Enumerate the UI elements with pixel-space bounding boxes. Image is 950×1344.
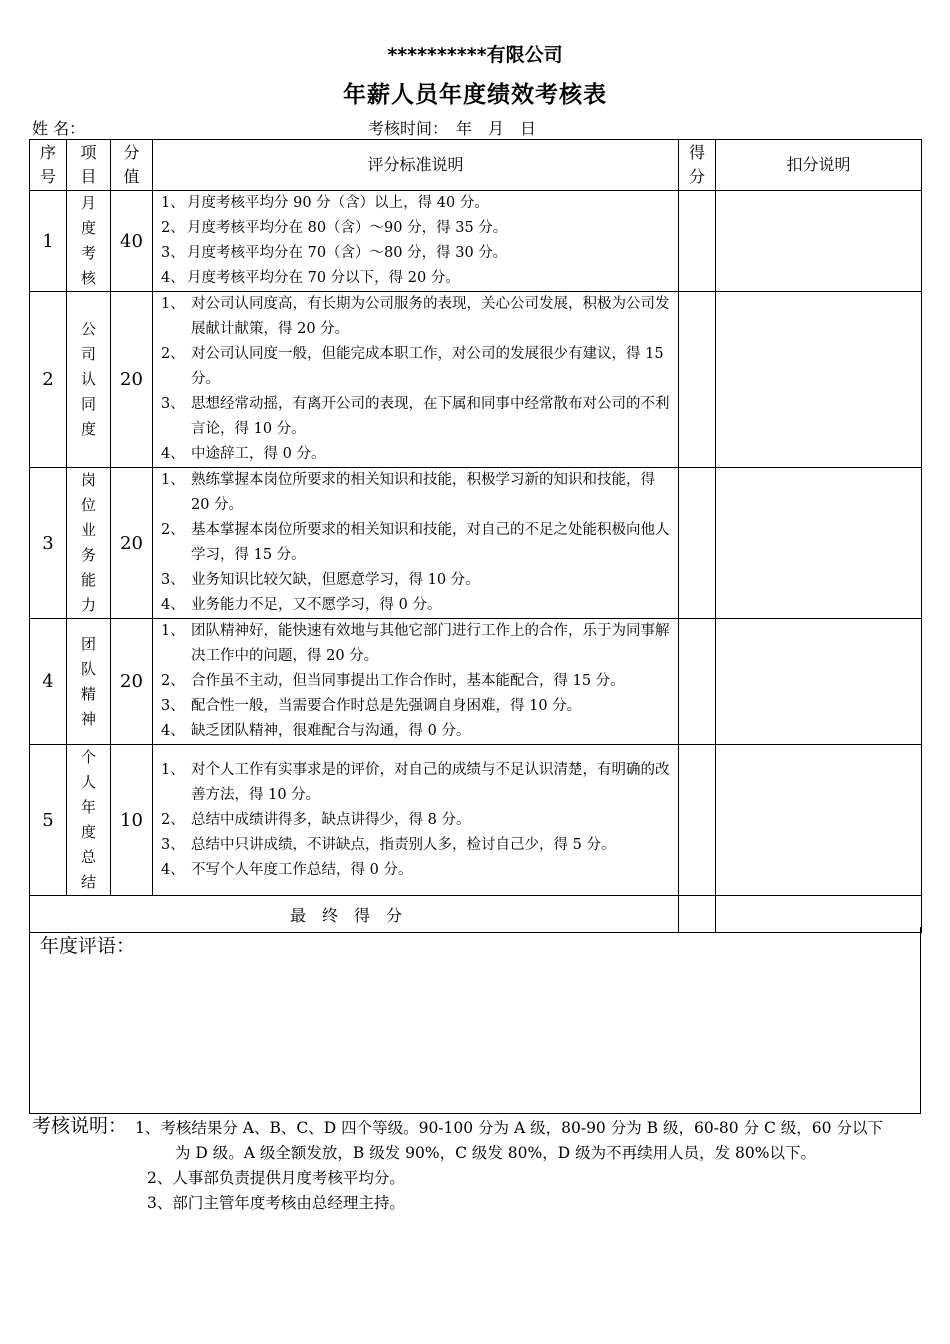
note-item-1-line-b: 为 D 级。A 级全额发放，B 级发 90%，C 级发 80%，D 级为不再续用人员，发 80%以下。 [175,1144,816,1162]
row-item: 月 度 考 核 [67,191,111,292]
row-criteria: 1、 对个人工作有实事求是的评价，对自己的成绩与不足认识清楚，有明确的改善方法，得 10 分。 2、 总结中成绩讲得多，缺点讲得少，得 8 分。 3、 总结中只讲成绩，不讲缺点，指责别人多，检讨自己少，得 5 分。 4、 不写个人年度工作总结，得 0 分。 [153,745,679,896]
performance-table [29,139,922,933]
assessment-notes [32,1116,924,1216]
row-seq: 1 [30,191,67,292]
col-deduct-header: 扣分说明 [716,140,922,191]
score-input-cell[interactable] [679,468,716,619]
row-item: 团 队 精 神 [67,619,111,745]
deduct-note-cell[interactable] [716,292,922,468]
final-score-label: 最终得分 [30,896,679,933]
deduct-note-cell[interactable] [716,619,922,745]
row-criteria: 1、 月度考核平均分 90 分（含）以上，得 40 分。 2、 月度考核平均分在 80（含）～90 分，得 35 分。 3、 月度考核平均分在 70（含）～80 分，得 30 分。 4、 月度考核平均分在 70 分以下，得 20 分。 [153,191,679,292]
col-criteria-header: 评分标准说明 [153,140,679,191]
table-row [30,292,922,468]
row-seq: 5 [30,745,67,896]
row-item: 个 人 年 度 总 结 [67,745,111,896]
row-score: 20 [111,619,153,745]
row-criteria: 1、 团队精神好，能快速有效地与其他它部门进行工作上的合作，乐于为同事解决工作中的问题，得 20 分。 2、 合作虽不主动，但当同事提出工作合作时，基本能配合，得 15 分。 3、 配合性一般，当需要合作时总是先强调自身困难，得 10 分。 4、 缺乏团队精神，很难配合与沟通，得 0 分。 [153,619,679,745]
row-seq: 3 [30,468,67,619]
score-input-cell[interactable] [679,292,716,468]
note-item-1-line-a: 1、考核结果分 A、B、C、D 四个等级。90-100 分为 A 级，80-90 分为 B 级，60-80 分 C 级，60 分以下 [135,1119,883,1137]
deduct-note-cell[interactable] [716,191,922,292]
row-score: 10 [111,745,153,896]
row-score: 20 [111,468,153,619]
score-input-cell[interactable] [679,745,716,896]
row-score: 20 [111,292,153,468]
deduct-note-cell[interactable] [716,745,922,896]
table-row [30,191,922,292]
row-seq: 2 [30,292,67,468]
col-got-header: 得 分 [679,140,716,191]
note-item-3: 3、部门主管年度考核由总经理主持。 [147,1194,405,1212]
deduct-note-cell[interactable] [716,468,922,619]
annual-comments-label: 年度评语： [40,935,136,957]
score-input-cell[interactable] [679,191,716,292]
score-input-cell[interactable] [679,619,716,745]
row-score: 40 [111,191,153,292]
row-seq: 4 [30,619,67,745]
table-row [30,468,922,619]
name-label: 姓 名： [32,119,86,138]
note-item-1 [32,1116,924,1166]
notes-label: 考核说明： [32,1115,128,1137]
row-criteria: 1、 熟练掌握本岗位所要求的相关知识和技能，积极学习新的知识和技能，得 20 分。 2、 基本掌握本岗位所要求的相关知识和技能，对自己的不足之处能积极向他人学习，得 15 分。 3、 业务知识比较欠缺，但愿意学习，得 10 分。 4、 业务能力不足，又不愿学习，得 0 分。 [153,468,679,619]
row-criteria: 1、 对公司认同度高，有长期为公司服务的表现，关心公司发展，积极为公司发展献计献策，得 20 分。 2、 对公司认同度一般，但能完成本职工作，对公司的发展很少有建议，得 15 分。 3、 思想经常动摇，有离开公司的表现，在下属和同事中经常散布对公司的不利言论，得 10 分。 4、 中途辞工，得 0 分。 [153,292,679,468]
col-seq-header: 序 号 [30,140,67,191]
row-item: 岗 位 业 务 能 力 [67,468,111,619]
assessment-time-label: 考核时间： 年 月 日 [368,119,537,138]
col-score-header: 分 值 [111,140,153,191]
table-header-row [30,140,922,191]
form-title: 年薪人员年度绩效考核表 [343,82,607,108]
table-row [30,745,922,896]
table-row [30,619,922,745]
col-item-header: 项 目 [67,140,111,191]
company-name: **********有限公司 [387,44,563,66]
annual-comments-box[interactable] [29,927,921,1114]
form-meta [32,116,922,138]
note-item-2: 2、人事部负责提供月度考核平均分。 [147,1169,405,1187]
row-item: 公 司 认 同 度 [67,292,111,468]
